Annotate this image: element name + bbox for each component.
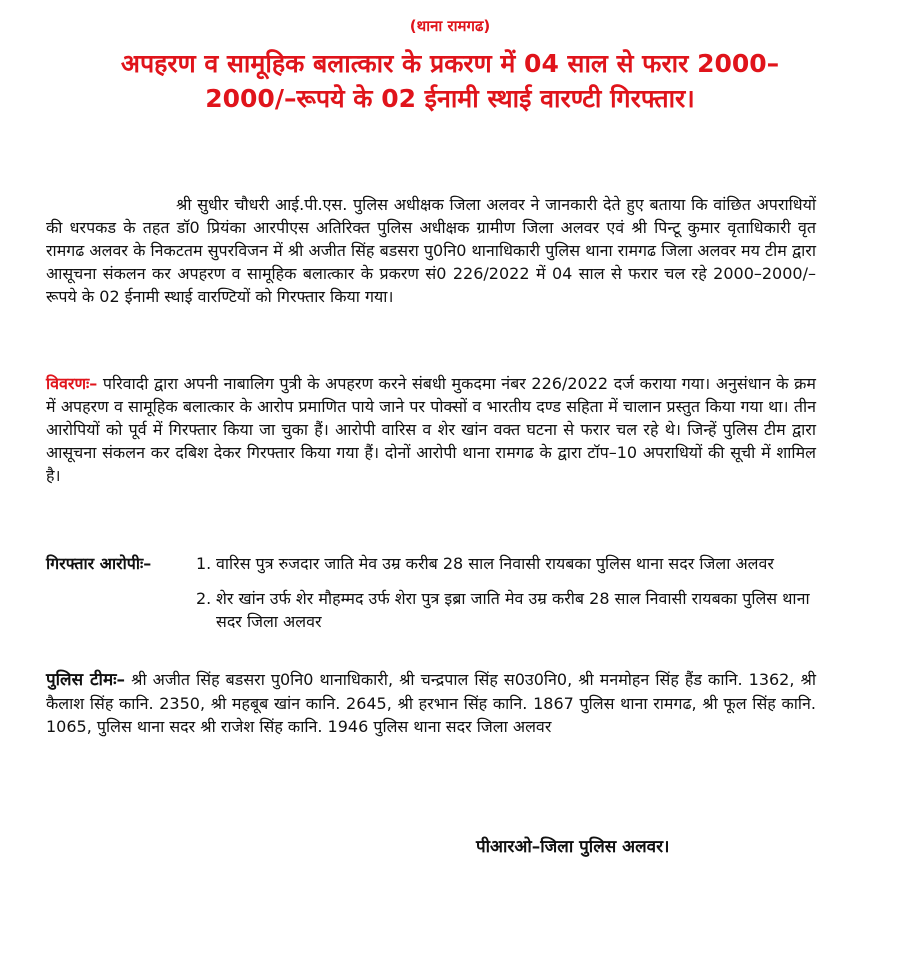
team-label: पुलिस टीमः– [46,670,126,690]
details-text: परिवादी द्वारा अपनी नाबालिग पुत्री के अपहरण करने संबधी मुकदमा नंबर 226/2022 दर्ज कराया गया। अनुसंधान के क्रम में अपहरण व सामूहिक बलात्कार के आरोप प्रमाणित पाये जाने पर पोक्सों व भारतीय दण्ड सहिता में चालान प्रस्तुत किया गया था। तीन आरोपियों को पूर्व में गिरफ्तार किया जा चुका हैं। आरोपी वारिस व शेर खांन वक्त घटना से फरार चल रहे थे। जिन्हें पुलिस टीम द्वारा आसूचना संकलन कर दबिश देकर गिरफ्तार किया गया हैं। दोनों आरोपी थाना रामगढ के द्वारा टॉप–10 अपराधियों की सूची में शामिल है। [46,374,816,485]
list-item-number: 1. [196,554,212,573]
list-item [196,552,816,575]
headline: अपहरण व सामूहिक बलात्कार के प्रकरण में 04 साल से फरार 2000–2000/–रूपये के 02 ईनामी स्थाई वारण्टी गिरफ्तार। [120,49,780,113]
list-item-text: वारिस पुत्र रुजदार जाति मेव उम्र करीब 28 साल निवासी रायबका पुलिस थाना सदर जिला अलवर [216,554,774,573]
accused-list [196,552,816,645]
details-paragraph [46,372,816,487]
team-text: श्री अजीत सिंह बडसरा पु0नि0 थानाधिकारी, श्री चन्द्रपाल सिंह स0उ0नि0, श्री मनमोहन सिंह हैंड कानि. 1362, श्री कैलाश सिंह कानि. 2350, श्री महबूब खांन कानि. 2645, श्री हरभान सिंह कानि. 1867 पुलिस थाना रामगढ, श्री फूल सिंह कानि. 1065, पुलिस थाना सदर श्री राजेश सिंह कानि. 1946 पुलिस थाना सदर जिला अलवर [46,670,816,736]
intro-paragraph: श्री सुधीर चौधरी आई.पी.एस. पुलिस अधीक्षक जिला अलवर ने जानकारी देते हुए बताया कि वांछित अपराधियों की धरपकड के तहत डॉ0 प्रियंका आरपीएस अतिरिक्त पुलिस अधीक्षक ग्रामीण जिला अलवर एवं श्री पिन्टू कुमार वृताधिकारी वृत रामगढ अलवर के निकटतम सुपरविजन में श्री अजीत सिंह बडसरा पु0नि0 थानाधिकारी पुलिस थाना रामगढ जिला अलवर मय टीम द्वारा आसूचना संकलन कर अपहरण व सामूहिक बलात्कार के प्रकरण सं0 226/2022 में 04 साल से फरार चल रहे 2000–2000/– रूपये के 02 ईनामी स्थाई वारण्टियों को गिरफ्तार किया गया। [46,195,816,306]
list-item [196,587,816,633]
list-item-number: 2. [196,589,212,608]
police-station-name: (थाना रामगढ) [409,17,491,35]
accused-label: गिरफ्तार आरोपीः– [46,554,152,573]
team-paragraph [46,668,816,738]
list-item-text: शेर खांन उर्फ शेर मौहम्मद उर्फ शेरा पुत्र इब्रा जाति मेव उम्र करीब 28 साल निवासी रायबका पुलिस थाना सदर जिला अलवर [216,589,810,631]
signature: पीआरओ–जिला पुलिस अलवर। [476,837,670,857]
details-label: विवरणः– [46,374,98,393]
